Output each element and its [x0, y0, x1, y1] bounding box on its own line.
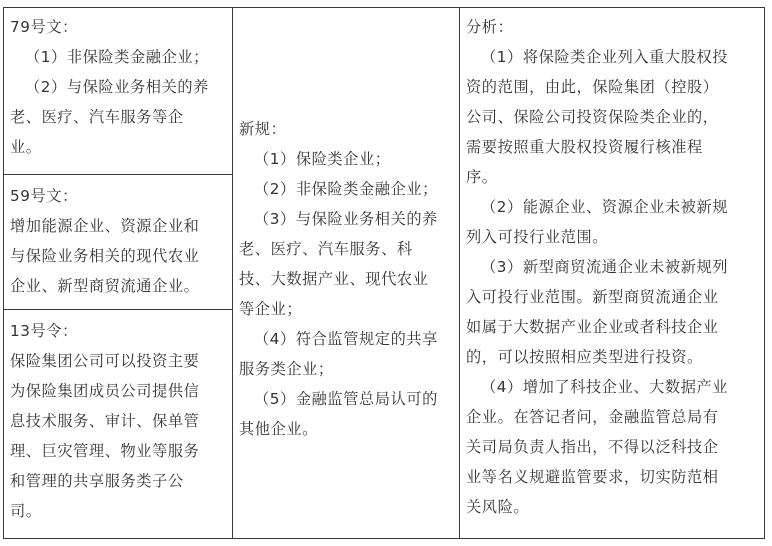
new-rules-line: 服务类企业； [239, 360, 334, 378]
doc79-line: 老、医疗、汽车服务等企 [10, 108, 184, 126]
new-rules-line: 老、医疗、汽车服务、科 [239, 240, 413, 258]
doc79-text [10, 12, 228, 162]
analysis-line: 列入可投行业范围。 [466, 228, 609, 246]
old-rules-column [4, 8, 233, 538]
order13-text [10, 316, 228, 526]
new-rules-text [233, 102, 459, 444]
order13-line: 息技术服务、审计、保单管 [10, 412, 200, 430]
analysis-line: 的，可以按照相应类型进行投资。 [466, 348, 703, 366]
new-rules-line: （4）符合监管规定的共享 [254, 330, 438, 348]
doc59-text [10, 181, 228, 301]
new-rules-line: （2）非保险类金融企业； [254, 180, 438, 198]
analysis-line: （1）将保险类企业列入重大股权投 [481, 48, 729, 66]
new-rules-line: 等企业； [239, 300, 303, 318]
new-rules-line: （3）与保险业务相关的养 [254, 210, 438, 228]
analysis-line: （2）能源企业、资源企业未被新规 [481, 198, 729, 216]
analysis-line: （3）新型商贸流通企业未被新规列 [481, 258, 729, 276]
new-rules-line: （1）保险类企业； [254, 150, 391, 168]
order13-line: 司。 [10, 502, 42, 520]
new-rules-title: 新规： [239, 120, 287, 138]
doc79-line: （1）非保险类金融企业； [25, 48, 209, 66]
analysis-line: 序。 [466, 168, 498, 186]
doc79-line: 业。 [10, 138, 42, 156]
analysis-line: （4）增加了科技企业、大数据产业 [481, 378, 729, 396]
doc79-cell [4, 8, 232, 175]
order13-line: 为保险集团成员公司提供信 [10, 382, 200, 400]
new-rules-column [233, 8, 460, 538]
analysis-line: 入可投行业范围。新型商贸流通企业 [466, 288, 719, 306]
analysis-text [466, 12, 760, 522]
doc79-title: 79号文： [10, 18, 78, 36]
analysis-line: 业等名义规避监管要求，切实防范相 [466, 468, 719, 486]
doc59-cell [4, 175, 232, 310]
doc59-line: 与保险业务相关的现代农业 [10, 247, 200, 265]
order13-line: 和管理的共享服务类子公 [10, 472, 184, 490]
comparison-table [3, 7, 765, 539]
doc59-line: 企业、新型商贸流通企业。 [10, 277, 200, 295]
doc59-title: 59号文： [10, 187, 78, 205]
new-rules-line: （5）金融监管总局认可的 [254, 390, 438, 408]
order13-line: 保险集团公司可以投资主要 [10, 352, 200, 370]
order13-cell [4, 310, 232, 538]
analysis-line: 关风险。 [466, 498, 530, 516]
new-rules-line: 技、大数据产业、现代农业 [239, 270, 429, 288]
analysis-line: 资的范围，由此，保险集团（控股） [466, 78, 719, 96]
doc59-line: 增加能源企业、资源企业和 [10, 217, 200, 235]
order13-title: 13号令： [10, 322, 78, 340]
doc79-line: （2）与保险业务相关的养 [25, 78, 209, 96]
analysis-line: 如属于大数据产业企业或者科技企业 [466, 318, 719, 336]
analysis-column [460, 8, 764, 538]
analysis-line: 公司、保险公司投资保险类企业的， [466, 108, 719, 126]
new-rules-line: 其他企业。 [239, 420, 318, 438]
order13-line: 理、巨灾管理、物业等服务 [10, 442, 200, 460]
analysis-line: 关司局负责人指出，不得以泛科技企 [466, 438, 719, 456]
analysis-title: 分析： [466, 18, 514, 36]
analysis-line: 需要按照重大股权投资履行核准程 [466, 138, 703, 156]
analysis-line: 企业。在答记者问，金融监管总局有 [466, 408, 719, 426]
